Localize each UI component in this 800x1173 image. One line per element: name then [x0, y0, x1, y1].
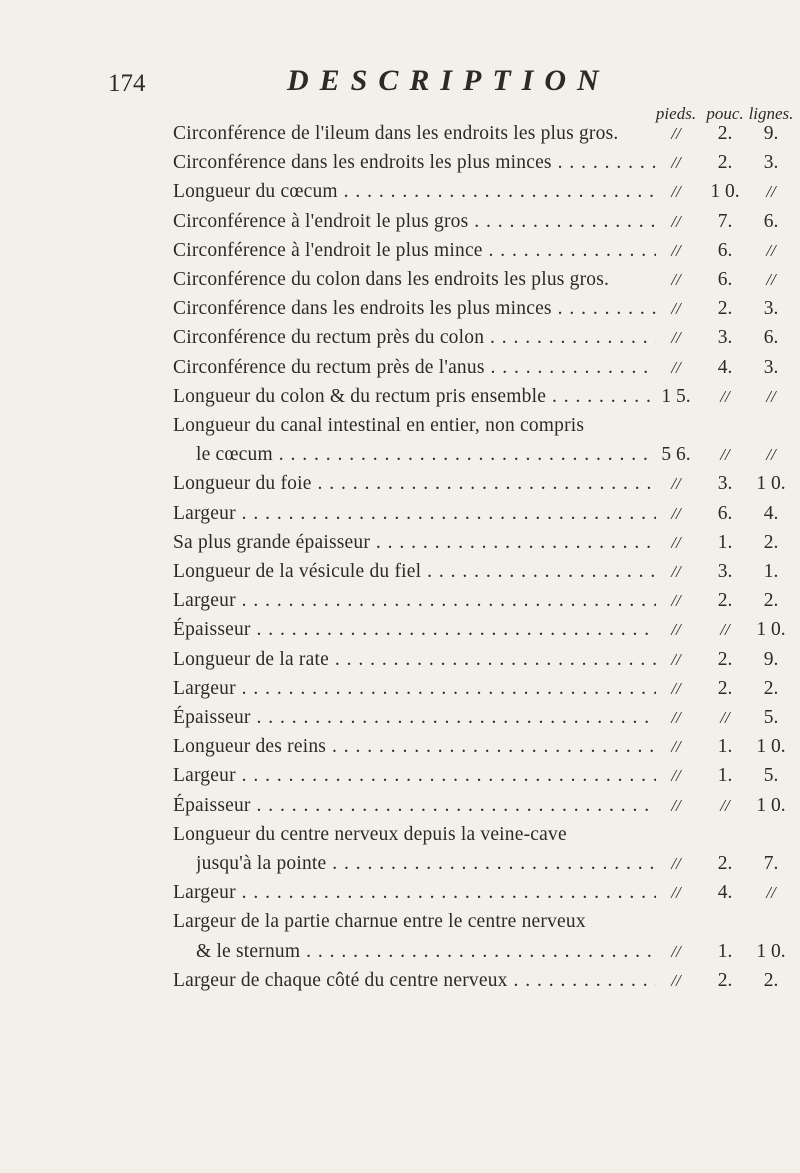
- value-lignes: 5.: [763, 707, 779, 728]
- row-label: Circonférence du rectum près du colon . . .: [173, 325, 656, 351]
- value-pouces: 2.: [717, 298, 733, 320]
- value-lignes: 5.: [763, 765, 779, 787]
- value-lignes: 1 0.: [756, 473, 786, 495]
- value-pouces: 1 0.: [710, 181, 740, 203]
- table-row: [0, 384, 800, 410]
- value-pieds: //: [671, 299, 681, 319]
- value-pouces: 4.: [717, 356, 733, 378]
- value-pouces: 6.: [717, 269, 733, 290]
- value-lignes: 6.: [763, 210, 779, 232]
- row-label: Longueur du foie . . .: [173, 471, 656, 497]
- value-pouces: 2.: [717, 853, 733, 874]
- value-pouces: 2.: [717, 677, 733, 699]
- value-pouces: 1.: [717, 940, 733, 962]
- value-lignes: 2.: [763, 677, 779, 699]
- value-pieds: //: [671, 620, 681, 640]
- value-pouces: 1.: [717, 765, 733, 787]
- value-lignes: 1 0.: [756, 794, 786, 816]
- value-pieds: //: [671, 678, 681, 698]
- value-pieds: //: [671, 766, 681, 786]
- value-lignes: 1 0.: [756, 736, 786, 758]
- value-lignes: 9.: [763, 648, 779, 670]
- value-lignes: 2.: [763, 969, 779, 991]
- table-row: [0, 442, 800, 468]
- table-row: [0, 763, 800, 789]
- value-pouces: 6.: [717, 502, 733, 524]
- value-pouces: 2.: [717, 590, 733, 612]
- row-label: Longueur du colon & du rectum pris ensemble . . .: [173, 384, 656, 410]
- row-label: Sa plus grande épaisseur . . .: [173, 530, 656, 556]
- table-row: [0, 968, 800, 994]
- column-header-pouces: pouc.: [706, 104, 744, 123]
- table-row: [0, 939, 800, 965]
- table-row: [0, 238, 800, 264]
- table-row: [0, 267, 800, 293]
- value-pouces: //: [720, 795, 730, 815]
- table-row: [0, 355, 800, 381]
- value-pieds: //: [671, 941, 681, 961]
- value-pieds: 1 5.: [661, 385, 691, 407]
- row-label: Longueur du centre nerveux depuis la veine-cave: [173, 823, 567, 845]
- table-row: [0, 121, 800, 147]
- column-header-pieds: pieds.: [655, 104, 697, 123]
- value-pieds: //: [671, 737, 681, 757]
- value-pieds: //: [671, 153, 681, 173]
- row-label: jusqu'à la pointe . . .: [196, 851, 656, 877]
- running-head: DESCRIPTION: [287, 64, 610, 97]
- value-lignes: //: [766, 270, 776, 289]
- table-row: [0, 325, 800, 351]
- value-pieds: //: [671, 240, 681, 260]
- value-pieds: //: [671, 562, 681, 581]
- value-pieds: //: [671, 503, 681, 523]
- value-pouces: 7.: [717, 210, 733, 232]
- row-label: Longueur de la vésicule du fiel . . .: [173, 559, 656, 585]
- value-lignes: 4.: [763, 502, 779, 524]
- value-lignes: 6.: [763, 327, 779, 349]
- table-row: [0, 471, 800, 497]
- value-lignes: 9.: [763, 123, 779, 144]
- row-label: Largeur . . .: [173, 880, 656, 906]
- value-pouces: 2.: [717, 152, 733, 174]
- table-row: [0, 647, 800, 673]
- value-pieds: //: [671, 211, 681, 231]
- value-pouces: 3.: [717, 561, 733, 582]
- value-lignes: 1 0.: [756, 940, 786, 962]
- table-row: [0, 617, 800, 643]
- table-row: [0, 501, 800, 527]
- table-row: [0, 793, 800, 819]
- value-pieds: //: [671, 532, 681, 552]
- row-label: Largeur . . .: [173, 588, 656, 614]
- table-row: [0, 851, 800, 877]
- row-label: Longueur du cœcum . . .: [173, 179, 656, 205]
- value-pouces: 2.: [717, 648, 733, 670]
- row-label: Largeur . . .: [173, 763, 656, 789]
- row-label: le cœcum . . .: [196, 442, 656, 468]
- value-lignes: //: [766, 386, 776, 406]
- value-pouces: 1.: [717, 531, 733, 553]
- value-pieds: //: [671, 883, 681, 903]
- row-label: Largeur . . .: [173, 501, 656, 527]
- value-lignes: 3.: [763, 356, 779, 378]
- value-lignes: 3.: [763, 152, 779, 174]
- row-label: Circonférence dans les endroits les plus minces . . .: [173, 150, 656, 176]
- table-row: [0, 530, 800, 556]
- value-pieds: //: [671, 649, 681, 669]
- value-pieds: //: [671, 474, 681, 494]
- value-lignes: //: [766, 445, 776, 465]
- page-number: 174: [108, 70, 146, 97]
- row-label: Circonférence à l'endroit le plus gros . . .: [173, 209, 656, 235]
- table-row: [0, 822, 800, 848]
- value-pouces: //: [720, 445, 730, 465]
- value-lignes: 2.: [763, 531, 779, 553]
- value-pieds: //: [671, 795, 681, 815]
- value-pieds: //: [671, 270, 681, 289]
- row-label: Circonférence dans les endroits les plus minces . . .: [173, 296, 656, 322]
- value-pieds: //: [671, 357, 681, 377]
- value-pieds: //: [671, 328, 681, 348]
- value-lignes: 1 0.: [756, 619, 786, 641]
- row-label: Épaisseur . . .: [173, 793, 656, 819]
- value-pouces: //: [720, 708, 730, 727]
- row-label: Circonférence à l'endroit le plus mince . . .: [173, 238, 656, 264]
- table-row: [0, 705, 800, 731]
- table-row: [0, 559, 800, 585]
- row-label: Circonférence du rectum près de l'anus . . .: [173, 355, 656, 381]
- value-lignes: 2.: [763, 590, 779, 612]
- table-row: [0, 588, 800, 614]
- row-label: Largeur de chaque côté du centre nerveux . . .: [173, 968, 656, 994]
- value-pouces: //: [720, 386, 730, 406]
- value-pieds: 5 6.: [661, 444, 691, 466]
- value-lignes: //: [766, 182, 776, 202]
- value-pieds: //: [671, 182, 681, 202]
- value-pouces: 2.: [717, 123, 733, 144]
- table-row: [0, 209, 800, 235]
- row-label: Longueur des reins . . .: [173, 734, 656, 760]
- table-row: [0, 734, 800, 760]
- value-pouces: 6.: [717, 239, 733, 261]
- value-pieds: //: [671, 970, 681, 990]
- table-row: [0, 413, 800, 439]
- value-lignes: 1.: [763, 561, 779, 582]
- row-label: Longueur de la rate . . .: [173, 647, 656, 673]
- row-label: Circonférence de l'ileum dans les endroits les plus gros.: [173, 123, 619, 144]
- table-row: [0, 909, 800, 935]
- row-label: Largeur . . .: [173, 676, 656, 702]
- row-label: Circonférence du colon dans les endroits les plus gros.: [173, 269, 610, 290]
- value-pieds: //: [671, 124, 681, 143]
- row-label: Longueur du canal intestinal en entier, non compris: [173, 415, 585, 436]
- value-pouces: //: [720, 620, 730, 640]
- value-pouces: 3.: [717, 327, 733, 349]
- value-lignes: //: [766, 240, 776, 260]
- value-pieds: //: [671, 591, 681, 611]
- value-lignes: 7.: [763, 853, 779, 874]
- table-row: [0, 296, 800, 322]
- row-label: Épaisseur . . .: [173, 705, 656, 731]
- row-label: & le sternum . . .: [196, 939, 656, 965]
- table-row: [0, 676, 800, 702]
- value-pieds: //: [671, 708, 681, 727]
- value-lignes: 3.: [763, 298, 779, 320]
- value-pouces: 3.: [717, 473, 733, 495]
- column-header-lignes: lignes.: [748, 104, 794, 123]
- table-row: [0, 150, 800, 176]
- value-pouces: 1.: [717, 736, 733, 758]
- value-pouces: 2.: [717, 969, 733, 991]
- value-pouces: 4.: [717, 882, 733, 904]
- table-row: [0, 179, 800, 205]
- value-lignes: //: [766, 883, 776, 903]
- row-label: Épaisseur . . .: [173, 617, 656, 643]
- row-label: Largeur de la partie charnue entre le centre nerveux: [173, 911, 586, 933]
- value-pieds: //: [671, 854, 681, 873]
- table-row: [0, 880, 800, 906]
